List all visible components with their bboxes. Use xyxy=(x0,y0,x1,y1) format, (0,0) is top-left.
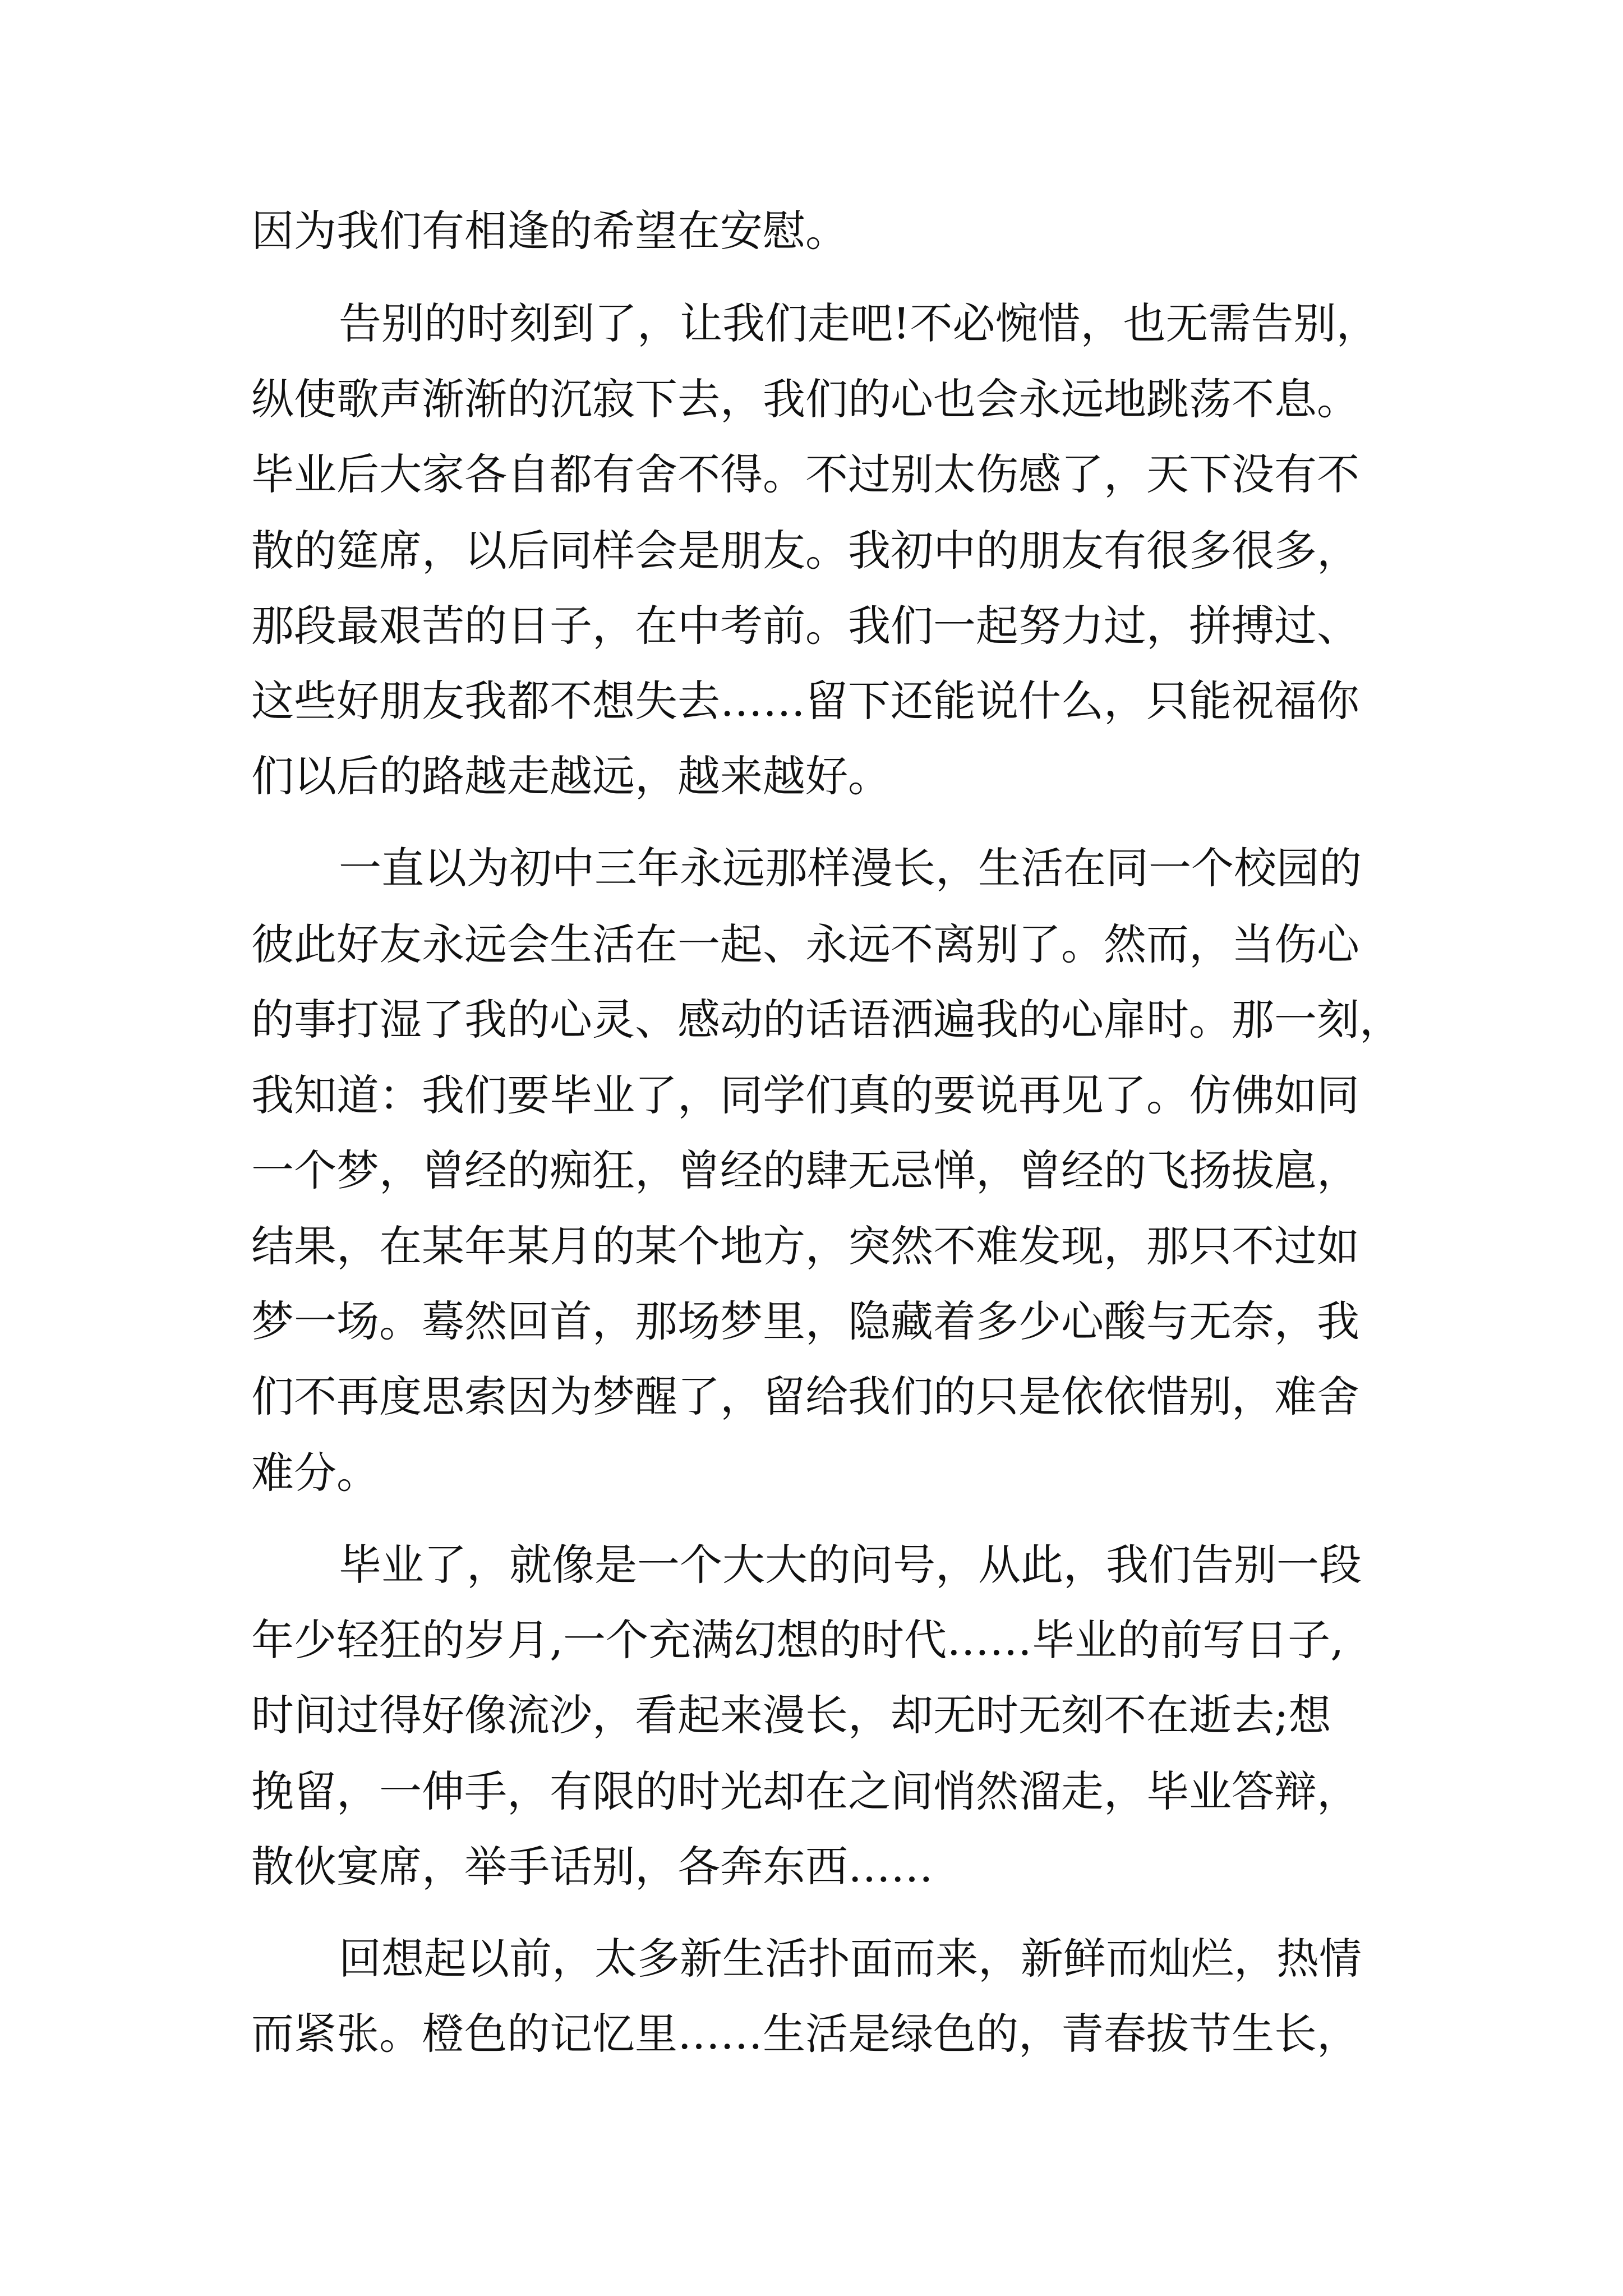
text-line: 们不再度思索因为梦醒了，留给我们的只是依依惜别，难舍 xyxy=(251,1372,1359,1421)
text-line: 散伙宴席，举手话别，各奔东西…… xyxy=(251,1842,933,1892)
paragraph-first-line: 一直以为初中三年永远那样漫长，生活在同一个校园的 xyxy=(339,843,1362,893)
text-line: 我知道：我们要毕业了，同学们真的要说再见了。仿佛如同 xyxy=(251,1070,1359,1120)
text-line: 结果，在某年某月的某个地方，突然不难发现，那只不过如 xyxy=(251,1221,1359,1271)
text-line: 毕业后大家各自都有舍不得。不过别太伤感了，天下没有不 xyxy=(251,449,1359,499)
text-line: 纵使歌声渐渐的沉寂下去，我们的心也会永远地跳荡不息。 xyxy=(251,374,1359,424)
text-line: 因为我们有相逢的希望在安慰。 xyxy=(251,206,848,256)
text-line: 梦一场。蓦然回首，那场梦里，隐藏着多少心酸与无奈，我 xyxy=(251,1296,1359,1346)
text-line: 难分。 xyxy=(251,1448,379,1498)
text-line: 散的筵席，以后同样会是朋友。我初中的朋友有很多很多， xyxy=(251,526,1359,576)
paragraph-first-line: 毕业了，就像是一个大大的问号，从此，我们告别一段 xyxy=(339,1540,1362,1590)
paragraph-first-line: 告别的时刻到了，让我们走吧!不必惋惜，也无需告别， xyxy=(339,298,1379,348)
text-line: 彼此好友永远会生活在一起、永远不离别了。然而，当伤心 xyxy=(251,919,1359,969)
text-line: 挽留，一伸手，有限的时光却在之间悄然溜走，毕业答辩， xyxy=(251,1766,1359,1816)
paragraph-first-line: 回想起以前，太多新生活扑面而来，新鲜而灿烂，热情 xyxy=(339,1934,1362,1984)
text-line: 这些好朋友我都不想失去……留下还能说什么，只能祝福你 xyxy=(251,676,1359,726)
text-line: 们以后的路越走越远，越来越好。 xyxy=(251,751,891,801)
text-line: 而紧张。橙色的记忆里……生活是绿色的，青春拔节生长， xyxy=(251,2009,1359,2059)
text-line: 年少轻狂的岁月,一个充满幻想的时代……毕业的前写日子, xyxy=(251,1615,1344,1665)
text-line: 那段最艰苦的日子，在中考前。我们一起努力过，拼搏过、 xyxy=(251,601,1359,651)
text-line: 一个梦，曾经的痴狂，曾经的肆无忌惮，曾经的飞扬拔扈， xyxy=(251,1145,1359,1195)
text-line: 时间过得好像流沙，看起来漫长，却无时无刻不在逝去;想 xyxy=(251,1690,1331,1740)
text-line: 的事打湿了我的心灵、感动的话语洒遍我的心扉时。那一刻， xyxy=(251,995,1402,1045)
